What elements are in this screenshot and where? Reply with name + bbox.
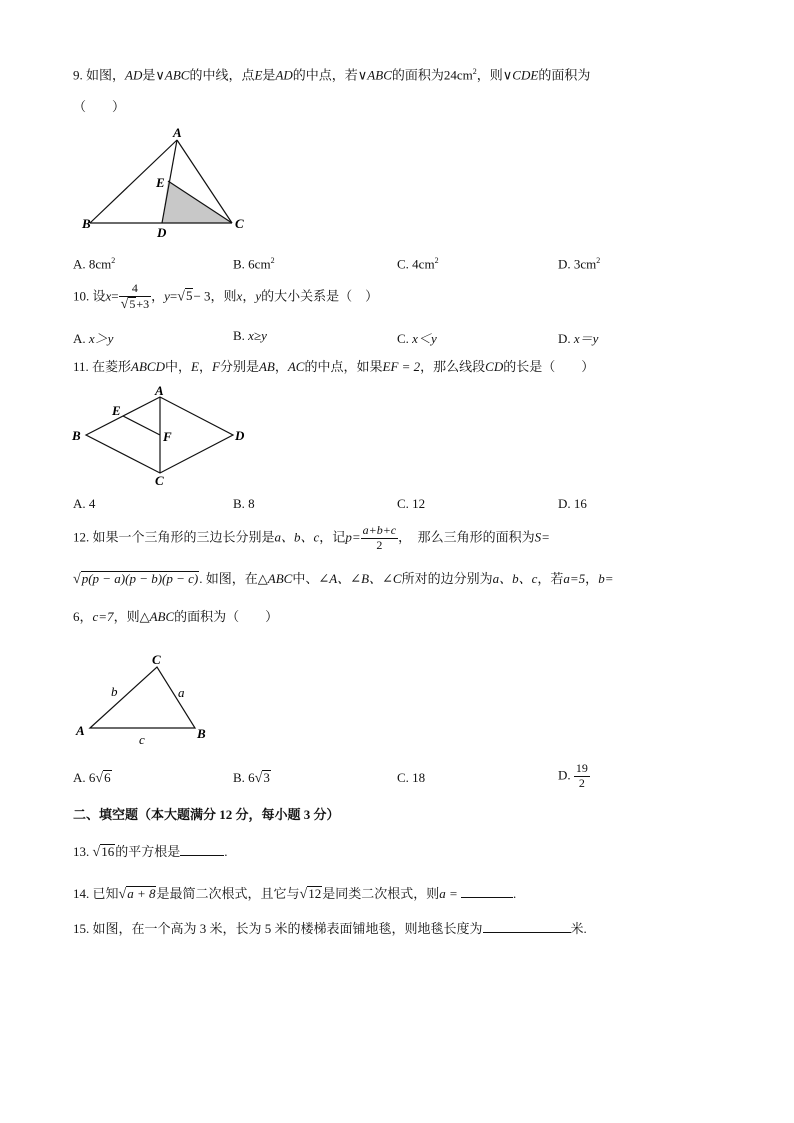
q12-option-b[interactable]: B. 6√3 [233,770,270,786]
q9-option-b[interactable]: B. $6cm^2$ [233,256,275,272]
q11-label-b: B [72,428,81,443]
q14-answer-blank[interactable] [461,885,513,898]
q10-option-c[interactable]: C. x＜y [397,331,437,346]
q12-label-c-vertex: C [152,652,161,667]
q9-label-b: B [82,216,91,231]
q9-triangle-figure [80,125,250,240]
q11-option-c[interactable]: C. 12 [397,496,426,511]
q12-label-b-side: b [111,684,118,699]
q12-option-a[interactable]: A. 6√6 [73,770,111,786]
q11-label-f: F [163,429,172,444]
q9-label-e: E [156,175,165,190]
q9-option-c[interactable]: C. $4cm^2$ [397,256,439,272]
q15-stem: 15. 如图，在一个高为 3 米，长为 5 米的楼梯表面铺地毯，则地毯长度为 米. [73,921,587,936]
q11-option-d[interactable]: D. 16 [558,496,587,511]
q11-label-d: D [235,428,245,443]
q9-label-d: D [157,225,167,240]
q11-rhombus-figure [70,383,255,488]
q10-option-b[interactable]: B. x≥y [233,328,267,343]
q13-answer-blank[interactable] [180,843,224,856]
q9-label-a: A [173,125,182,140]
q10-fraction: $\frac{4}{√5+3}$ [120,281,150,312]
q11-label-e: E [112,403,121,418]
q11-stem: 11. 在菱形ABCD中，E，F分别是AB，AC的中点，如果EF = 2，那么线段CD的长是（ ） [73,359,595,374]
q9-option-d[interactable]: D. $3cm^2$ [558,256,601,272]
q12-option-d[interactable]: D. $\frac{19}{2}$ [558,761,588,790]
q12-triangle-figure [72,650,222,750]
q11-label-c: C [155,473,164,488]
q10-stem: 10. 设x= $\frac{4}{√5+3}$ ，y=√5− 3，则x，y的大小关系是（ ） [73,281,379,312]
q14-stem: 14. 已知√a + 8是最简二次根式，且它与√12是同类二次根式，则a = . [73,886,517,902]
q12-label-a-side: a [178,685,185,700]
q12-label-c-side: c [139,732,145,747]
q15-answer-blank[interactable] [483,920,571,933]
q12-label-b-vertex: B [197,726,206,741]
q12-stem-line3: 6，c=7，则△ABC的面积为（ ） [73,609,279,624]
q9-stem-line1: 9. 如图，AD是∨ABC的中线，点E是AD的中点，若∨ABC的面积为$24cm^2$，则∨CDE的面积为 [73,67,591,83]
q12-p-fraction: $\frac{a+b+c}{2}$ [362,523,397,552]
q13-stem: 13. √16的平方根是 . [73,844,228,860]
q11-label-a: A [155,383,164,398]
q12-option-c[interactable]: C. 18 [397,770,426,785]
q12-stem-line1: 12. 如果一个三角形的三边长分别是a、b、c，记p= $\frac{a+b+c}{2}$ ， 那么三角形的面积为S= [73,523,550,552]
q12-stem-line2: √p(p − a)(p − b)(p − c). 如图，在△ABC中、∠A、∠B、∠C所对的边分别为a、b、c，若a=5，b= [73,571,614,587]
q10-option-a[interactable]: A. x＞y [73,331,114,346]
q10-option-d[interactable]: D. x＝y [558,331,599,346]
q9-answer-paren: （ ） [73,99,126,114]
q9-option-a[interactable]: A. $8cm^2$ [73,256,116,272]
section2-title: 二、填空题（本大题满分 12 分，每小题 3 分） [73,807,340,822]
q12-label-a-vertex: A [76,723,85,738]
q11-option-b[interactable]: B. 8 [233,496,255,511]
q11-option-a[interactable]: A. 4 [73,496,96,511]
q9-label-c: C [235,216,244,231]
